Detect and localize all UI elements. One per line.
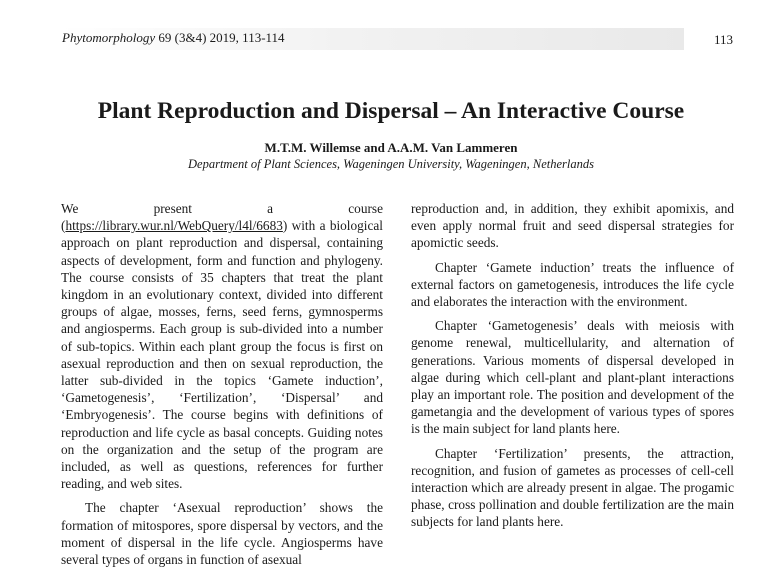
journal-volume-pages: 69 (3&4) 2019, 113-114 xyxy=(155,30,285,45)
page-number: 113 xyxy=(713,32,733,47)
paragraph-text: ) with a biological approach on plant reproduction and dispersal, containing aspects of development, form and function and phylogeny. The course consists of 35 chapters that treat the plant kingdom in an evolutionary context, divided into different groups of algae, mosses, ferns, seed ferns, gymnosperms and angiosperms. Each group is sub-divided into a number of sub-topics. Within each plant group the focus is first on asexual reproduction and then on sexual reproduction, the latter sub-divided in the topics ‘Gamete induction’, ‘Gametogenesis’, ‘Fertilization’, ‘Dispersal’ and ‘Embryogenesis’. The course begins with definitions of reproduction and life cycle as basal concepts. Guiding notes on the organization and the setup of the program are included, as well as questions, references for further reading, and web sites. xyxy=(61,218,383,492)
author-affiliation: Department of Plant Sciences, Wageningen University, Wageningen, Netherlands xyxy=(188,157,594,171)
body-paragraph: Chapter ‘Fertilization’ presents, the attraction, recognition, and fusion of gametes as processes of cell-cell interaction which are already present in algae. The progamic phase, cross pollination and double fertilization are the main subjects for land plants here. xyxy=(411,445,734,530)
journal-name: Phytomorphology xyxy=(62,30,156,45)
left-column xyxy=(61,200,383,575)
journal-citation xyxy=(62,30,285,46)
body-paragraph: Chapter ‘Gamete induction’ treats the influence of external factors on gametogenesis, introduces the life cycle and elaborates the interaction with the environment. xyxy=(411,259,734,310)
course-link[interactable]: https://library.wur.nl/WebQuery/l4l/6683 xyxy=(65,218,283,234)
article-title: Plant Reproduction and Dispersal – An Interactive Course xyxy=(97,98,685,124)
article-authors: M.T.M. Willemse and A.A.M. Van Lammeren xyxy=(264,140,518,155)
right-column xyxy=(411,200,734,538)
body-paragraph xyxy=(61,200,383,492)
paragraph-text: We present a course ( xyxy=(61,201,383,234)
body-paragraph: The chapter ‘Asexual reproduction’ shows the formation of mitospores, spore dispersal by vectors, and the moment of dispersal in the life cycle. Angiosperms have several types of organs in function of asexual xyxy=(61,500,383,568)
body-paragraph: Chapter ‘Gametogenesis’ deals with meiosis with genome renewal, multicellularity, and alternation of generations. Various moments of dispersal developed in algae during which cell-plant and plant-plant interactions play an important role. The position and development of the gametangia and the development of various types of spores is the main subject for land plants here. xyxy=(411,318,734,437)
body-paragraph: reproduction and, in addition, they exhibit apomixis, and even apply normal fruit and seed dispersal strategies for apomictic seeds. xyxy=(411,201,734,251)
